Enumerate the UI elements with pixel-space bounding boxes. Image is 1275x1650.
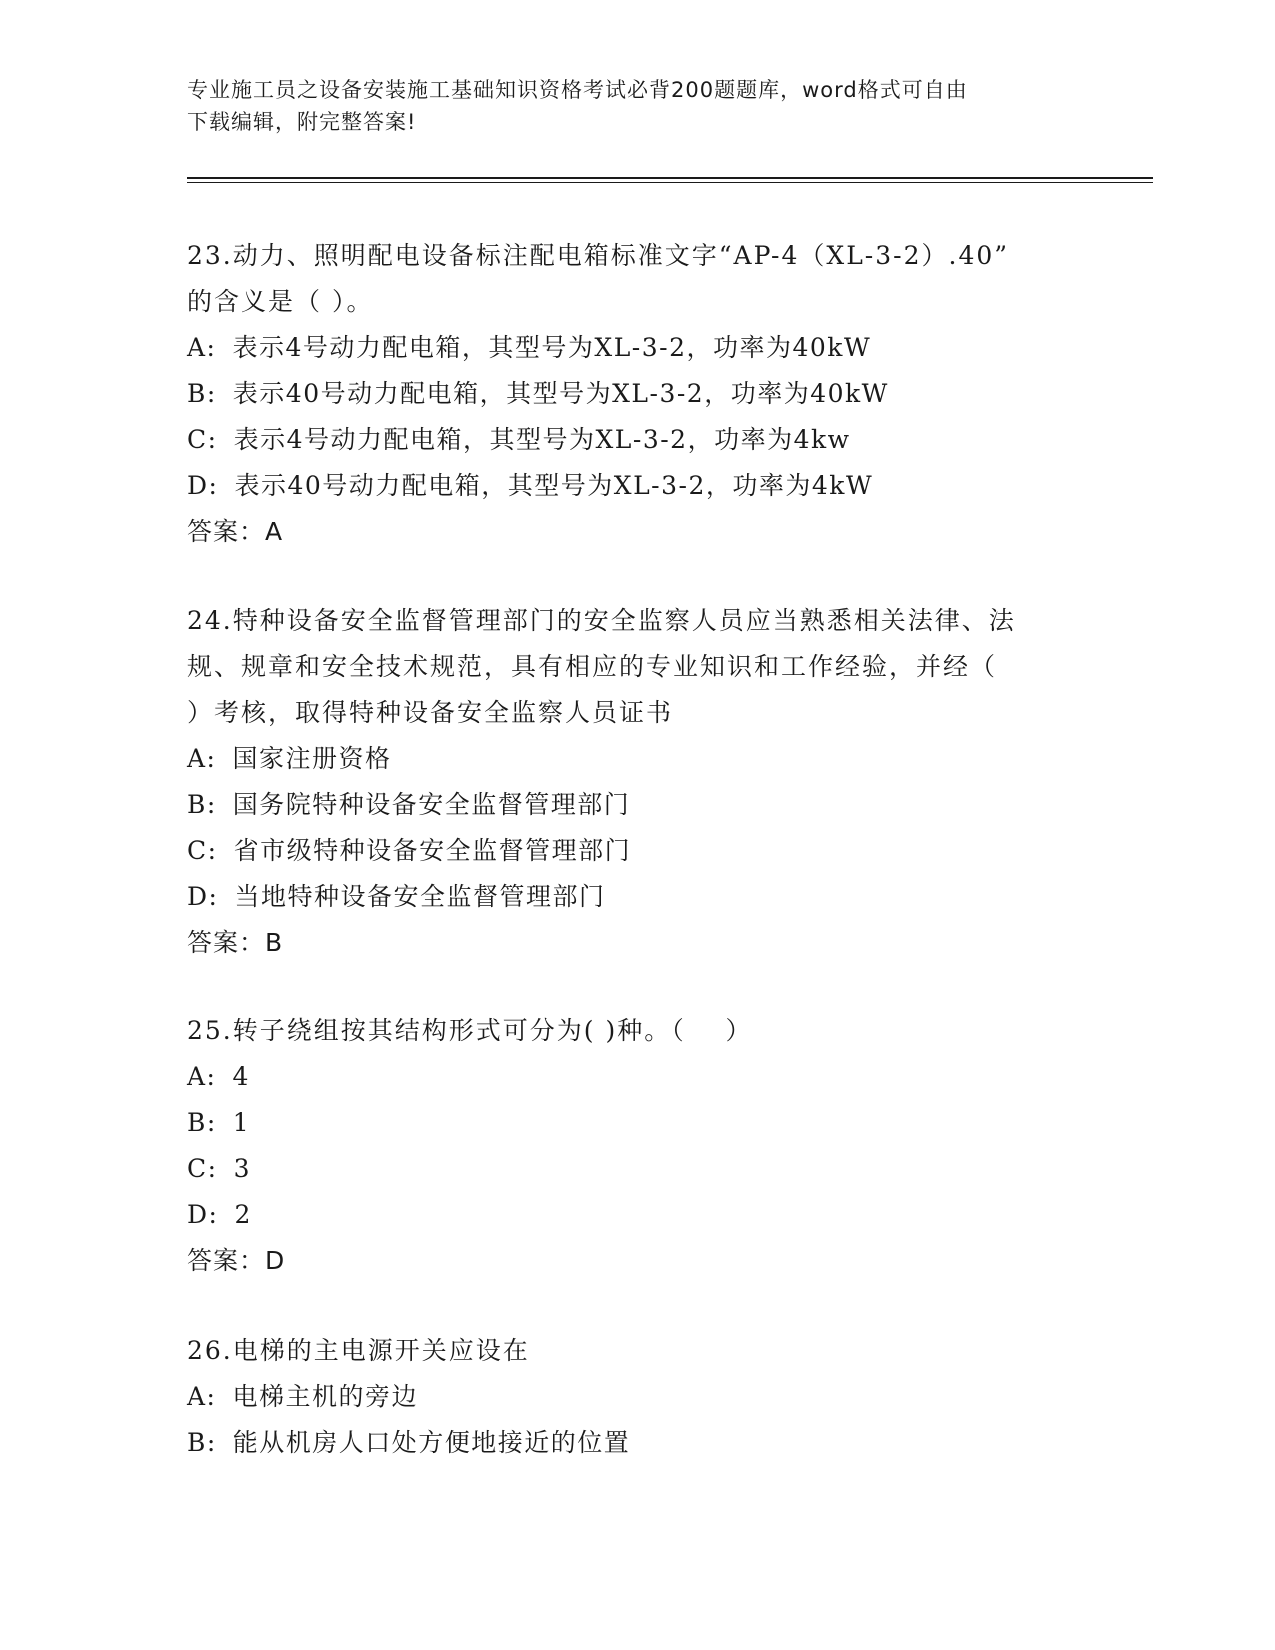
question-stem [187,1008,1087,1054]
option-c [187,1146,1087,1192]
option-letter: B: [187,790,217,819]
question-stem [187,233,1087,325]
option-a [187,325,1087,371]
option-letter: B: [187,1108,217,1137]
option-d [187,1192,1087,1238]
stem-line: ）考核，取得特种设备安全监察人员证书 [187,698,674,727]
option-text: 国家注册资格 [232,744,392,773]
option-text: 表示4号动力配电箱，其型号为XL-3-2，功率为40kW [232,333,872,362]
option-text: 电梯主机的旁边 [232,1382,418,1411]
option-letter: D: [187,471,219,500]
answer-label: 答案：D [187,1246,286,1275]
stem-line: 规、规章和安全技术规范，具有相应的专业知识和工作经验，并经（ [187,652,998,681]
option-letter: B: [187,1428,217,1457]
stem-line: 26.电梯的主电源开关应设在 [187,1336,530,1365]
option-letter: A: [187,744,217,773]
option-letter: A: [187,1062,217,1091]
option-letter: C: [187,1154,218,1183]
option-d [187,874,1087,920]
answer-label: 答案：B [187,928,284,957]
option-letter: A: [187,333,217,362]
option-c [187,828,1087,874]
option-letter: C: [187,836,218,865]
header-line: 专业施工员之设备安装施工基础知识资格考试必背200题题库，word格式可自由 [187,78,968,102]
option-text: 2 [234,1200,252,1229]
option-c [187,417,1087,463]
option-letter: C: [187,425,218,454]
header-divider-thin [187,182,1153,183]
header-divider-thick [187,177,1153,179]
question-23 [187,233,1087,555]
option-text: 1 [232,1108,251,1137]
question-26 [187,1328,1087,1466]
header-line: 下载编辑，附完整答案! [187,110,417,134]
question-24 [187,598,1087,966]
stem-line: 25.转子绕组按其结构形式可分为( )种。（ ） [187,1016,753,1045]
option-letter: D: [187,1200,219,1229]
answer-label: 答案：A [187,517,284,546]
option-text: 表示4号动力配电箱，其型号为XL-3-2，功率为4kw [233,425,851,454]
option-b [187,371,1087,417]
option-letter: B: [187,379,217,408]
question-stem [187,1328,1087,1374]
option-letter: D: [187,882,219,911]
option-text: 能从机房人口处方便地接近的位置 [232,1428,631,1457]
option-letter: A: [187,1382,217,1411]
stem-line: 的含义是（ ）。 [187,287,374,316]
option-text: 国务院特种设备安全监督管理部门 [232,790,631,819]
option-a [187,736,1087,782]
option-a [187,1054,1087,1100]
option-text: 4 [232,1062,250,1091]
option-text: 表示40号动力配电箱，其型号为XL-3-2，功率为4kW [234,471,874,500]
option-text: 表示40号动力配电箱，其型号为XL-3-2，功率为40kW [232,379,889,408]
option-a [187,1374,1087,1420]
option-text: 省市级特种设备安全监督管理部门 [233,836,632,865]
question-25 [187,1008,1087,1284]
option-text: 当地特种设备安全监督管理部门 [234,882,606,911]
option-b [187,1100,1087,1146]
option-b [187,782,1087,828]
stem-line: 23.动力、照明配电设备标注配电箱标准文字“AP-4（XL-3-2）.40” [187,241,1010,270]
option-text: 3 [233,1154,251,1183]
option-b [187,1420,1087,1466]
option-d [187,463,1087,509]
stem-line: 24.特种设备安全监督管理部门的安全监察人员应当熟悉相关法律、法 [187,606,1016,635]
question-stem [187,598,1087,736]
document-header [187,74,1087,138]
